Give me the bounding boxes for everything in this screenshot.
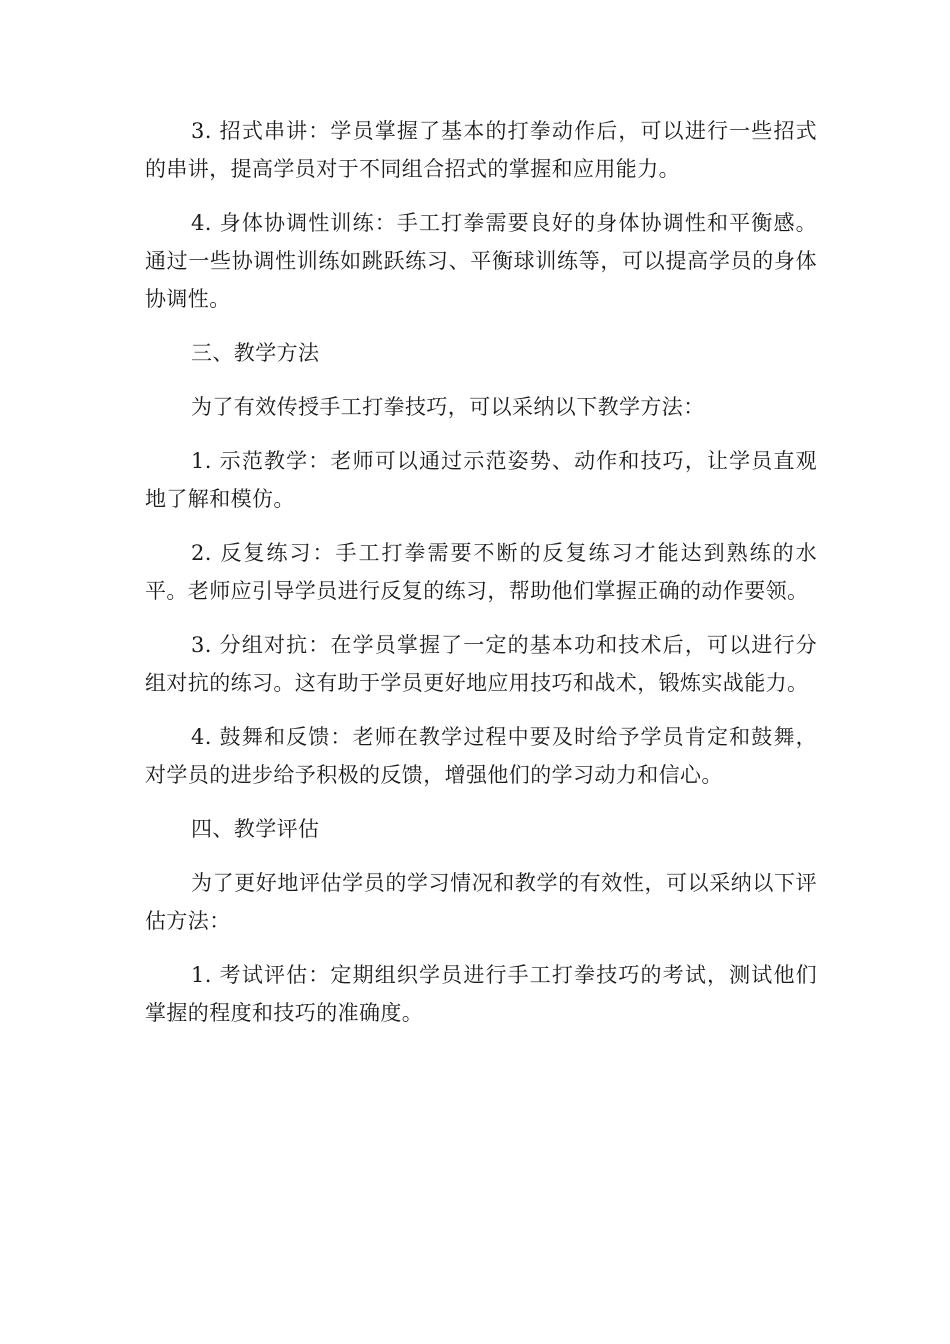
paragraph-item-4-coordination: 4. 身体协调性训练：手工打拳需要良好的身体协调性和平衡感。通过一些协调性训练如跳跃练习、平衡球训练等，可以提高学员的身体协调性。 [145,211,817,311]
document-body [145,112,817,1048]
section-heading-teaching-methods: 三、教学方法 [191,341,320,365]
paragraph-methods-intro: 为了有效传授手工打拳技巧，可以采纳以下教学方法： [191,395,705,419]
paragraph-method-1-demonstration: 1. 示范教学：老师可以通过示范姿势、动作和技巧，让学员直观地了解和模仿。 [145,449,817,511]
paragraph-evaluation-intro: 为了更好地评估学员的学习情况和教学的有效性，可以采纳以下评估方法： [145,871,817,933]
paragraph-method-3-sparring: 3. 分组对抗：在学员掌握了一定的基本功和技术后，可以进行分组对抗的练习。这有助于学员更好地应用技巧和战术，锻炼实战能力。 [145,633,817,695]
section-heading-teaching-evaluation: 四、教学评估 [191,817,320,841]
paragraph-item-3-combo: 3. 招式串讲：学员掌握了基本的打拳动作后，可以进行一些招式的串讲，提高学员对于不同组合招式的掌握和应用能力。 [145,119,817,181]
paragraph-method-2-practice: 2. 反复练习：手工打拳需要不断的反复练习才能达到熟练的水平。老师应引导学员进行反复的练习，帮助他们掌握正确的动作要领。 [145,541,817,603]
paragraph-evaluation-1-exam: 1. 考试评估：定期组织学员进行手工打拳技巧的考试，测试他们掌握的程度和技巧的准确度。 [145,963,817,1025]
paragraph-method-4-encouragement: 4. 鼓舞和反馈：老师在教学过程中要及时给予学员肯定和鼓舞，对学员的进步给予积极的反馈，增强他们的学习动力和信心。 [145,725,817,787]
